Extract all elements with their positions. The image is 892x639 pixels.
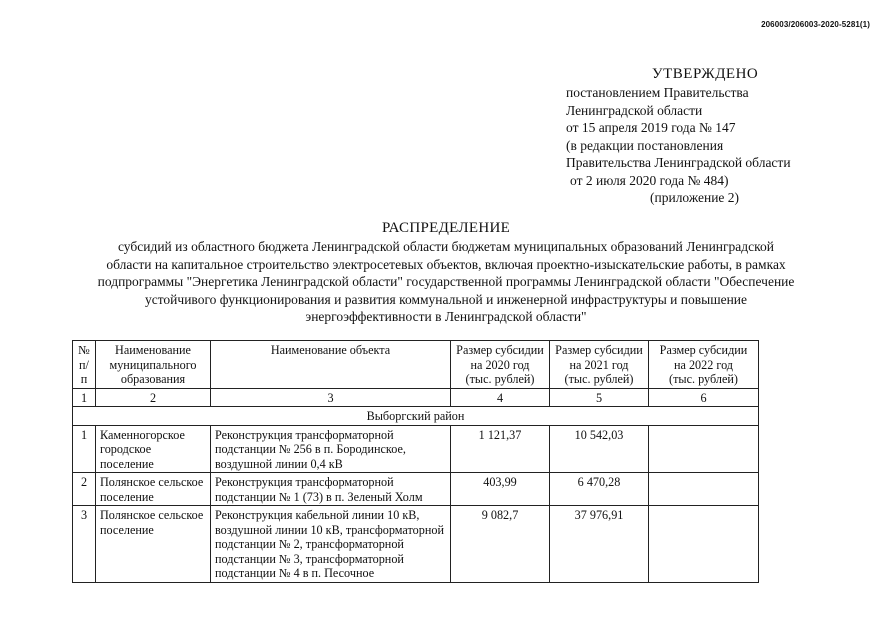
document-title: РАСПРЕДЕЛЕНИЕ (381, 220, 511, 236)
row-number: 2 (73, 473, 96, 506)
header-2021: Размер субсидии на 2021 год (тыс. рублей) (550, 341, 649, 389)
district-name: Выборгский район (73, 407, 759, 426)
row-number: 3 (73, 506, 96, 583)
row-subsidy-2022 (649, 506, 759, 583)
table-row (73, 506, 759, 583)
row-subsidy-2021: 6 470,28 (550, 473, 649, 506)
column-index: 3 (211, 388, 451, 407)
column-index-row (73, 388, 759, 407)
approval-line: Правительства Ленинградской области (566, 155, 791, 170)
column-index: 6 (649, 388, 759, 407)
row-subsidy-2020: 1 121,37 (451, 425, 550, 473)
column-index: 5 (550, 388, 649, 407)
row-subsidy-2020: 403,99 (451, 473, 550, 506)
header-2020: Размер субсидии на 2020 год (тыс. рублей) (451, 341, 550, 389)
table-row (73, 425, 759, 473)
approval-appendix: (приложение 2) (650, 190, 740, 205)
row-municipality: Полянское сельское поселение (96, 473, 211, 506)
table-header-row (73, 341, 759, 389)
column-index: 1 (73, 388, 96, 407)
document-subtitle (40, 238, 852, 326)
subtitle-line: области на капитальное строительство электросетевых объектов, включая проектно-изыскательские работы, в рамках (106, 256, 786, 272)
row-subsidy-2020: 9 082,7 (451, 506, 550, 583)
document-heading (40, 219, 852, 326)
subtitle-line: субсидий из областного бюджета Ленинградской области бюджетам муниципальных образований Ленинградской (117, 239, 774, 254)
row-municipality: Каменногорское городское поселение (96, 425, 211, 473)
row-object: Реконструкция трансформаторной подстанции № 1 (73) в п. Зеленый Холм (211, 473, 451, 506)
column-index: 4 (451, 388, 550, 407)
approval-line: постановлением Правительства (566, 85, 749, 100)
row-object: Реконструкция трансформаторной подстанции № 256 в п. Бородинское, воздушной линии 0,4 кВ (211, 425, 451, 473)
approval-line: (в редакции постановления (566, 137, 724, 153)
table-row (73, 473, 759, 506)
header-2022: Размер субсидии на 2022 год (тыс. рублей) (649, 341, 759, 389)
approval-line: Ленинградской области (566, 102, 703, 118)
row-subsidy-2022 (649, 473, 759, 506)
header-object: Наименование объекта (211, 341, 451, 389)
subtitle-line: устойчивого функционирования и развития коммунальной и инженерной инфраструктуры и повышение (144, 291, 748, 307)
subtitle-line: энергоэффективности в Ленинградской области" (305, 309, 587, 324)
row-municipality: Полянское сельское поселение (96, 506, 211, 583)
approval-line: от 2 июля 2020 года № 484) (570, 172, 729, 188)
document-code: 206003/206003-2020-5281(1) (761, 20, 870, 29)
subtitle-line: подпрограммы "Энергетика Ленинградской области" государственной программы Ленинградской области "Обеспечение (97, 274, 795, 289)
subsidies-table (72, 340, 759, 583)
row-subsidy-2021: 10 542,03 (550, 425, 649, 473)
approval-block (566, 64, 866, 207)
row-object: Реконструкция кабельной линии 10 кВ, воздушной линии 10 кВ, трансформаторной подстанции № 2, трансформаторной подстанции № 3, трансформаторной подстанции № 4 в п. Песочное (211, 506, 451, 583)
district-row (73, 407, 759, 426)
column-index: 2 (96, 388, 211, 407)
approval-line: от 15 апреля 2019 года № 147 (566, 120, 736, 135)
row-number: 1 (73, 425, 96, 473)
approval-title: УТВЕРЖДЕНО (652, 66, 759, 82)
row-subsidy-2022 (649, 425, 759, 473)
header-municipality: Наименование муниципального образования (96, 341, 211, 389)
header-num: № п/п (73, 341, 96, 389)
row-subsidy-2021: 37 976,91 (550, 506, 649, 583)
